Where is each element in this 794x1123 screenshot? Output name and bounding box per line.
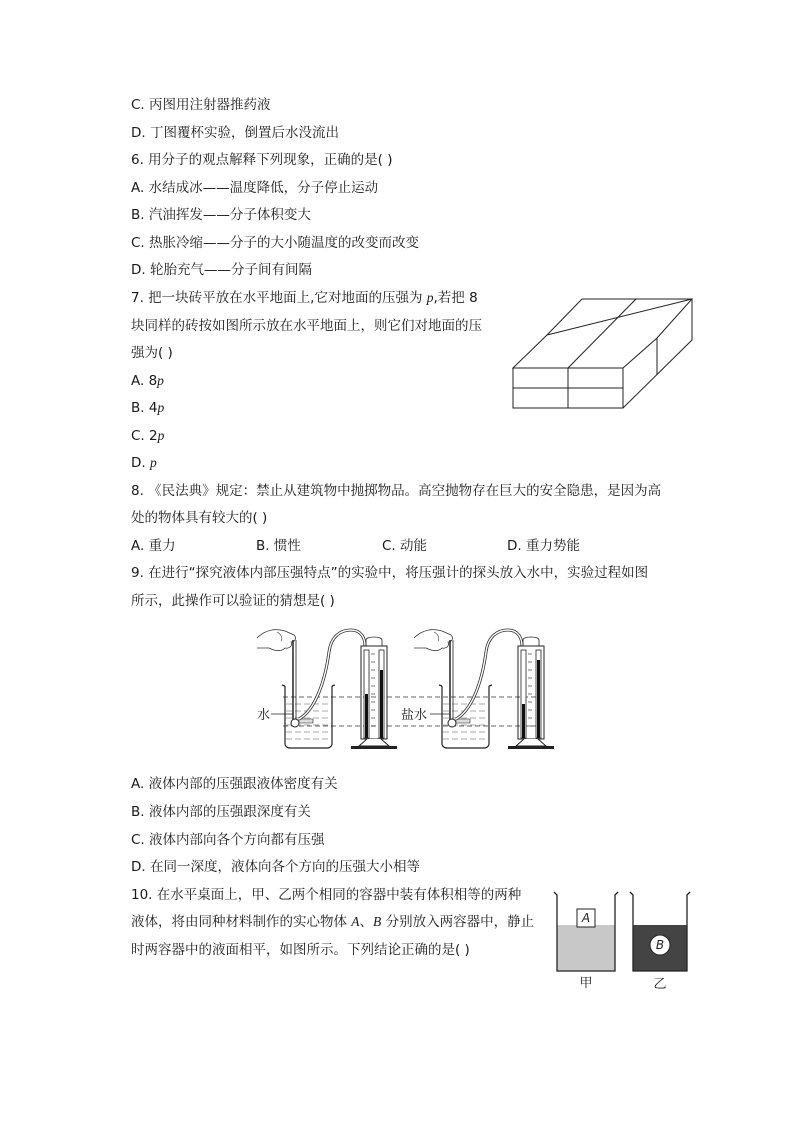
q6-option-a: A. 水结成冰——温度降低，分子停止运动 [131, 180, 379, 196]
q9-option-c: C. 液体内部向各个方向都有压强 [131, 832, 325, 848]
q8-option-d: D. 重力势能 [507, 538, 580, 554]
q9-stem-line2: 所示，此操作可以验证的猜想是( ) [131, 593, 335, 609]
label-jia: 甲 [579, 976, 593, 991]
q8-option-b: B. 惯性 [256, 538, 301, 554]
q8-stem-line1: 8. 《民法典》规定：禁止从建筑物中抛掷物品。高空抛物存在巨大的安全隐患，是因为高 [131, 483, 662, 499]
q9-option-b: B. 液体内部的压强跟深度有关 [131, 804, 311, 820]
q8-option-a: A. 重力 [131, 538, 176, 554]
q7-option-d: D. p [131, 455, 157, 471]
q9-option-a: A. 液体内部的压强跟液体密度有关 [131, 776, 338, 792]
q10-stem-line3: 时两容器中的液面相平，如图所示。下列结论正确的是( ) [131, 942, 470, 958]
q8-option-c: C. 动能 [382, 538, 428, 554]
q10-stem-line1: 10. 在水平桌面上，甲、乙两个相同的容器中装有体积相等的两种 [131, 887, 522, 903]
q9-option-d: D. 在同一深度，液体向各个方向的压强大小相等 [131, 859, 420, 875]
q5-option-c: C. 丙图用注射器推药液 [131, 97, 271, 113]
q7-brick-figure [512, 298, 692, 410]
q6-stem: 6. 用分子的观点解释下列现象，正确的是( ) [131, 152, 393, 168]
q5-option-d: D. 丁图覆杯实验，倒置后水没流出 [131, 125, 339, 141]
q9-stem-line1: 9. 在进行“探究液体内部压强特点”的实验中，将压强计的探头放入水中，实验过程如图 [131, 565, 649, 581]
q7-option-b: B. 4p [131, 400, 165, 416]
label-yi: 乙 [653, 977, 667, 992]
q6-option-b: B. 汽油挥发——分子体积变大 [131, 207, 311, 223]
q8-stem-line2: 处的物体具有较大的( ) [131, 510, 268, 526]
q6-option-d: D. 轮胎充气——分子间有间隔 [131, 262, 312, 278]
q7-option-c: C. 2p [131, 428, 165, 444]
q7-stem-line3: 强为( ) [131, 345, 173, 361]
object-b-label: B [655, 938, 665, 952]
q7-stem-line2: 块同样的砖按如图所示放在水平地面上，则它们对地面的压 [131, 318, 482, 334]
q10-stem-line2: 液体，将由同种材料制作的实心物体 A、B 分别放入两容器中，静止 [131, 914, 535, 930]
object-a-label: A [581, 911, 591, 925]
q6-option-c: C. 热胀冷缩——分子的大小随温度的改变而改变 [131, 235, 420, 251]
q10-containers-figure [553, 890, 693, 992]
label-water: 水 [257, 708, 271, 723]
label-salt-water: 盐水 [401, 708, 428, 723]
q7-option-a: A. 8p [131, 373, 164, 389]
q7-stem-line1: 7. 把一块砖平放在水平地面上,它对地面的压强为 p,若把 8 [131, 290, 478, 306]
q9-experiment-figure [255, 622, 545, 750]
